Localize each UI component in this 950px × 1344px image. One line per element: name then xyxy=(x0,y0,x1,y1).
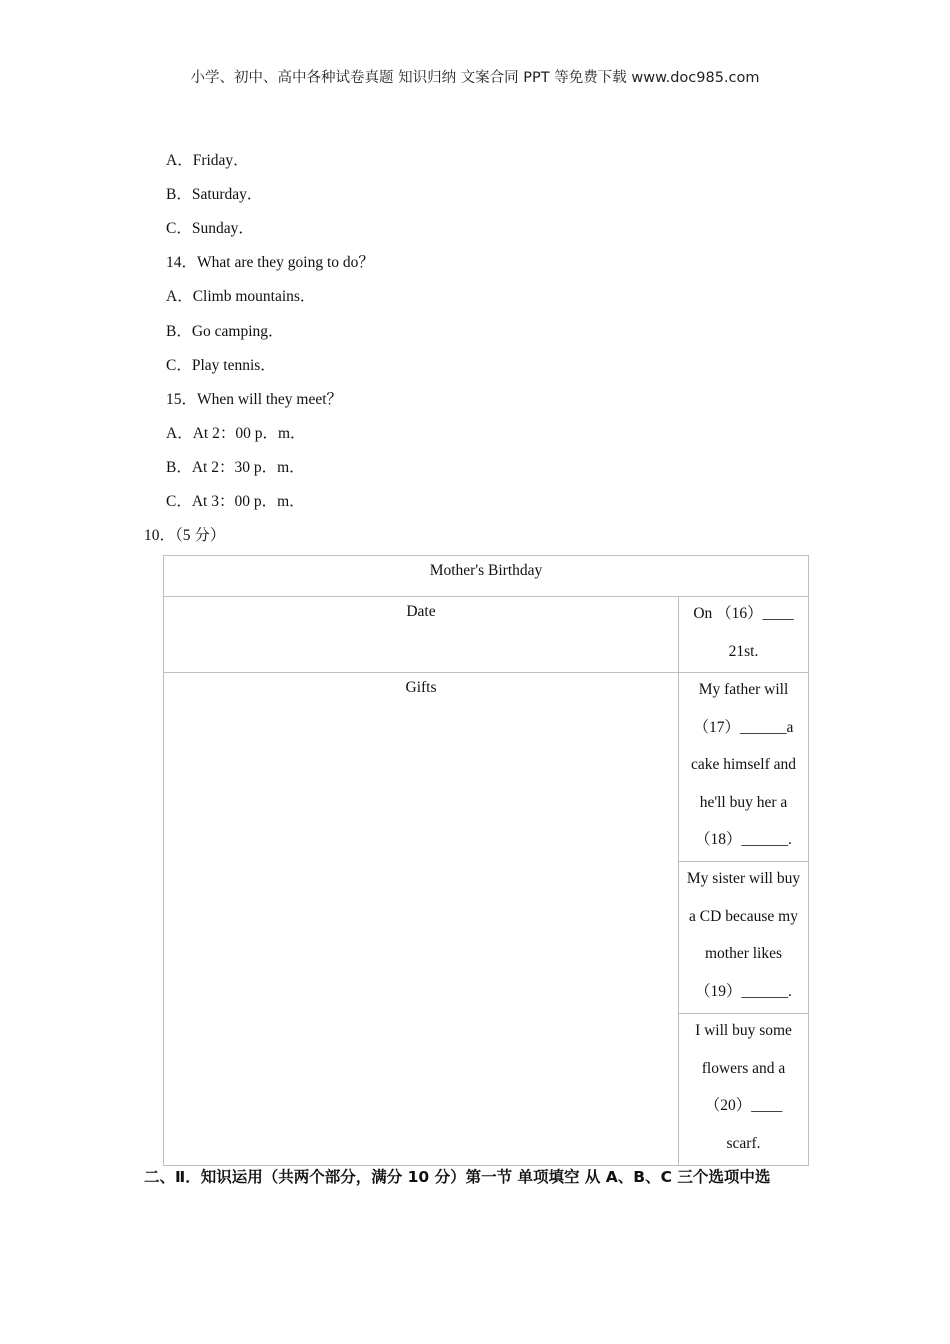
date-label: Date xyxy=(406,603,436,620)
gift-line: （20）____ xyxy=(704,1097,783,1114)
option-14a: A．Climb mountains． xyxy=(166,288,316,305)
gift-line: cake himself and xyxy=(690,756,796,773)
option-15c: C．At 3：00 p．m． xyxy=(166,493,305,510)
gift-line: （19）______. xyxy=(695,982,792,1000)
option-15b: B．At 2：30 p．m． xyxy=(166,459,305,476)
gift-line: a CD because my xyxy=(689,907,798,925)
date-value-cell xyxy=(679,597,809,673)
table-title-cell xyxy=(164,556,809,597)
gift-line: flowers and a xyxy=(701,1059,786,1077)
question-10-label: 10．（5 分） xyxy=(144,527,226,544)
option-14c: C．Play tennis． xyxy=(166,357,276,374)
option-13a: A．Friday． xyxy=(166,152,249,169)
option-13b: B．Saturday． xyxy=(166,186,263,203)
date-line: 21st. xyxy=(728,642,759,660)
gift-father-cell xyxy=(679,673,809,862)
gift-line: My father will xyxy=(698,681,789,698)
table-title: Mother's Birthday xyxy=(429,562,543,579)
gift-sister-cell xyxy=(679,862,809,1014)
gift-line: mother likes xyxy=(704,945,783,962)
gift-line: I will buy some xyxy=(695,1022,792,1039)
gifts-label: Gifts xyxy=(405,679,437,696)
gift-line: he'll buy her a xyxy=(699,793,788,811)
question-15: 15．When will they meet？ xyxy=(166,391,343,408)
gifts-label-cell xyxy=(164,673,679,1166)
date-line: On （16）____ xyxy=(693,605,794,622)
question-14: 14．What are they going to do？ xyxy=(166,254,374,271)
option-15a: A．At 2：00 p．m． xyxy=(166,425,306,442)
gift-me-cell xyxy=(679,1014,809,1166)
page-header: 小学、初中、高中各种试卷真题 知识归纳 文案合同 PPT 等免费下载 www.doc985.com xyxy=(190,70,760,86)
date-label-cell xyxy=(164,597,679,673)
option-13c: C．Sunday． xyxy=(166,220,254,237)
gift-line: （17）______a xyxy=(693,718,794,736)
gift-line: scarf. xyxy=(726,1134,761,1152)
gift-line: （18）______. xyxy=(695,831,792,848)
option-14b: B．Go camping． xyxy=(166,323,284,340)
section-heading: 二、Ⅱ．知识运用（共两个部分，满分 10 分）第一节 单项填空 从 A、B、C 三个选项中选 xyxy=(144,1168,771,1186)
gift-line: My sister will buy xyxy=(686,870,801,887)
birthday-table xyxy=(163,555,809,1166)
